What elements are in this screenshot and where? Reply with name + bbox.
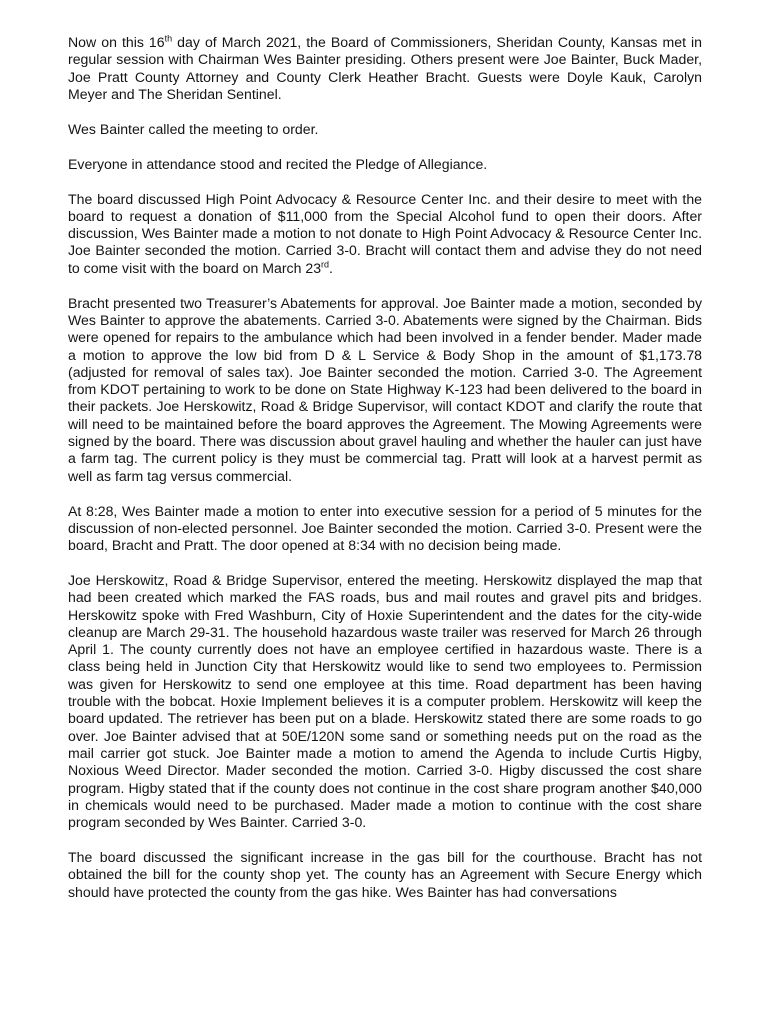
paragraph-call-to-order	[68, 121, 702, 138]
paragraph-text: Wes Bainter called the meeting to order.	[68, 120, 319, 137]
paragraph-text: .	[329, 259, 333, 276]
paragraph-treasurer-abatements	[68, 295, 702, 485]
paragraph-road-bridge	[68, 572, 702, 831]
meeting-minutes-page	[68, 34, 702, 901]
paragraph-high-point-advocacy	[68, 191, 702, 277]
paragraph-gas-bill	[68, 849, 702, 901]
paragraph-executive-session	[68, 503, 702, 555]
paragraph-text: Joe Herskowitz, Road & Bridge Supervisor, entered the meeting. Herskowitz displayed the map that had been created which marked the FAS roads, bus and mail routes and gravel pits and bridges. Herskowitz spoke with Fred Washburn, City of Hoxie Superintendent and the dates for the city-wide cleanup are March 29-31. The household hazardous waste trailer was reserved for March 26 through April 1. The county currently does not have an employee certified in hazardous waste. There is a class being held in Junction City that Herskowitz would like to send two employees to. Permission was given for Herskowitz to send one employee at this time. Road department has been having trouble with the bobcat. Hoxie Implement believes it is a computer problem. Herskowitz will keep the board updated. The retriever has been put on a blade. Herskowitz stated there are some roads to go over. Joe Bainter advised that at 50E/120N some sand or something needs put on the road as the mail carrier got stuck. Joe Bainter made a motion to amend the Agenda to include Curtis Higby, Noxious Weed Director. Mader seconded the motion. Carried 3-0. Higby discussed the cost share program. Higby stated that if the county does not continue in the cost share program another $40,000 in chemicals would need to be purchased. Mader made a motion to continue with the cost share program seconded by Wes Bainter. Carried 3-0.	[68, 571, 702, 831]
paragraph-text: Everyone in attendance stood and recited the Pledge of Allegiance.	[68, 155, 488, 172]
paragraph-text: Bracht presented two Treasurer’s Abatements for approval. Joe Bainter made a motion, seconded by Wes Bainter to approve the abatements. Carried 3-0. Abatements were signed by the Chairman. Bids were opened for repairs to the ambulance which had been involved in a fender bender. Mader made a motion to approve the low bid from D & L Service & Body Shop in the amount of $1,173.78 (adjusted for removal of sales tax). Joe Bainter seconded the motion. Carried 3-0. The Agreement from KDOT pertaining to work to be done on State Highway K-123 had been delivered to the board in their packets. Joe Herskowitz, Road & Bridge Supervisor, will contact KDOT and clarify the route that will need to be maintained before the board approves the Agreement. The Mowing Agreements were signed by the board. There was discussion about gravel hauling and whether the hauler can just have a farm tag. The current policy is they must be commercial tag. Pratt will look at a harvest permit as well as farm tag versus commercial.	[68, 294, 702, 484]
paragraph-text: The board discussed High Point Advocacy & Resource Center Inc. and their desire to meet with the board to request a donation of $11,000 from the Special Alcohol fund to open their doors. After discussion, Wes Bainter made a motion to not donate to High Point Advocacy & Resource Center Inc. Joe Bainter seconded the motion. Carried 3-0. Bracht will contact them and advise they do not need to come visit with the board on March 23	[68, 190, 702, 276]
ordinal-suffix: rd	[321, 259, 330, 270]
paragraph-pledge	[68, 156, 702, 173]
paragraph-opening	[68, 34, 702, 103]
paragraph-text: day of March 2021, the Board of Commissioners, Sheridan County, Kansas met in regular session with Chairman Wes Bainter presiding. Others present were Joe Bainter, Buck Mader, Joe Pratt County Attorney and County Clerk Heather Bracht. Guests were Doyle Kauk, Carolyn Meyer and The Sheridan Sentinel.	[68, 34, 703, 102]
ordinal-suffix: th	[164, 33, 173, 44]
paragraph-text: At 8:28, Wes Bainter made a motion to enter into executive session for a period of 5 minutes for the discussion of non-elected personnel. Joe Bainter seconded the motion. Carried 3-0. Present were the board, Bracht and Pratt. The door opened at 8:34 with no decision being made.	[68, 502, 702, 554]
paragraph-text: The board discussed the significant increase in the gas bill for the courthouse. Bracht has not obtained the bill for the county shop yet. The county has an Agreement with Secure Energy which should have protected the county from the gas hike. Wes Bainter has had conversations	[68, 849, 702, 900]
paragraph-text: Now on this 16	[68, 34, 165, 50]
